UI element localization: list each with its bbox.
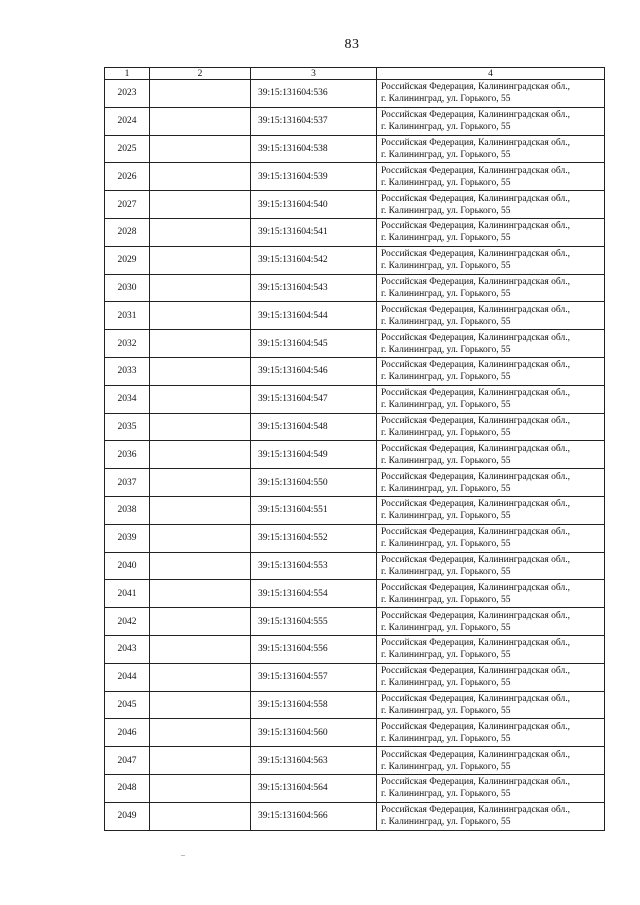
row-number: 2043 (105, 635, 150, 663)
header-col-1: 1 (105, 68, 150, 80)
row-number: 2031 (105, 302, 150, 330)
row-col-2 (150, 441, 251, 469)
cadastral-number: 39:15:131604:540 (251, 191, 377, 219)
cadastral-number: 39:15:131604:541 (251, 218, 377, 246)
row-number: 2023 (105, 80, 150, 108)
cadastral-number: 39:15:131604:539 (251, 163, 377, 191)
address-line-1: Российская Федерация, Калининградская обл., (381, 638, 570, 649)
cadastral-number: 39:15:131604:558 (251, 691, 377, 719)
cadastral-number: 39:15:131604:549 (251, 441, 377, 469)
row-col-2 (150, 802, 251, 830)
address-line-1: Российская Федерация, Калининградская обл., (381, 471, 570, 482)
row-col-2 (150, 107, 251, 135)
header-row (105, 68, 605, 80)
table-row (105, 802, 605, 830)
row-number: 2038 (105, 496, 150, 524)
table-row (105, 218, 605, 246)
row-number: 2029 (105, 246, 150, 274)
address-line-2: г. Калининград, ул. Горького, 55 (381, 261, 511, 272)
address-line-1: Российская Федерация, Калининградская обл., (381, 360, 570, 371)
address-cell (377, 357, 605, 385)
address-cell (377, 469, 605, 497)
row-col-2 (150, 274, 251, 302)
row-number: 2026 (105, 163, 150, 191)
address-cell (377, 719, 605, 747)
address-line-2: г. Калининград, ул. Горького, 55 (381, 566, 511, 577)
table-row (105, 107, 605, 135)
address-cell (377, 218, 605, 246)
address-line-2: г. Калининград, ул. Горького, 55 (381, 122, 511, 133)
table-body (105, 80, 605, 831)
address-cell (377, 107, 605, 135)
table-row (105, 469, 605, 497)
address-line-2: г. Калининград, ул. Горького, 55 (381, 233, 511, 244)
cadastral-number: 39:15:131604:551 (251, 496, 377, 524)
table-row (105, 719, 605, 747)
address-line-2: г. Калининград, ул. Горького, 55 (381, 789, 511, 800)
address-line-2: г. Калининград, ул. Горького, 55 (381, 705, 511, 716)
address-cell (377, 524, 605, 552)
row-col-2 (150, 413, 251, 441)
address-cell (377, 80, 605, 108)
row-number: 2030 (105, 274, 150, 302)
cadastral-number: 39:15:131604:544 (251, 302, 377, 330)
row-col-2 (150, 302, 251, 330)
row-number: 2049 (105, 802, 150, 830)
address-line-1: Российская Федерация, Калининградская обл., (381, 82, 570, 93)
address-line-2: г. Калининград, ул. Горького, 55 (381, 455, 511, 466)
address-cell (377, 635, 605, 663)
row-number: 2041 (105, 580, 150, 608)
address-cell (377, 135, 605, 163)
row-number: 2033 (105, 357, 150, 385)
row-col-2 (150, 663, 251, 691)
registry-table (104, 67, 605, 831)
table-row (105, 191, 605, 219)
row-number: 2046 (105, 719, 150, 747)
table-row (105, 747, 605, 775)
cadastral-number: 39:15:131604:542 (251, 246, 377, 274)
address-line-2: г. Калининград, ул. Горького, 55 (381, 205, 511, 216)
cadastral-number: 39:15:131604:560 (251, 719, 377, 747)
cadastral-number: 39:15:131604:564 (251, 774, 377, 802)
row-col-2 (150, 774, 251, 802)
address-cell (377, 496, 605, 524)
row-number: 2047 (105, 747, 150, 775)
address-line-1: Российская Федерация, Калининградская обл., (381, 582, 570, 593)
row-col-2 (150, 580, 251, 608)
address-line-1: Российская Федерация, Калининградская обл., (381, 805, 570, 816)
address-line-1: Российская Федерация, Калининградская обл., (381, 304, 570, 315)
address-line-2: г. Калининград, ул. Горького, 55 (381, 149, 511, 160)
cadastral-number: 39:15:131604:566 (251, 802, 377, 830)
row-col-2 (150, 496, 251, 524)
address-line-1: Российская Федерация, Калининградская обл., (381, 221, 570, 232)
address-line-1: Российская Федерация, Калининградская обл., (381, 276, 570, 287)
address-line-2: г. Калининград, ул. Горького, 55 (381, 316, 511, 327)
row-number: 2024 (105, 107, 150, 135)
row-col-2 (150, 608, 251, 636)
row-number: 2035 (105, 413, 150, 441)
table-row (105, 774, 605, 802)
cadastral-number: 39:15:131604:556 (251, 635, 377, 663)
address-cell (377, 163, 605, 191)
address-cell (377, 274, 605, 302)
address-cell (377, 441, 605, 469)
address-line-2: г. Калининград, ул. Горького, 55 (381, 511, 511, 522)
address-line-1: Российская Федерация, Калининградская обл., (381, 527, 570, 538)
address-line-1: Российская Федерация, Калининградская обл., (381, 499, 570, 510)
row-col-2 (150, 385, 251, 413)
address-line-2: г. Калининград, ул. Горького, 55 (381, 733, 511, 744)
address-line-2: г. Калининград, ул. Горького, 55 (381, 650, 511, 661)
address-line-1: Российская Федерация, Калининградская обл., (381, 693, 570, 704)
address-line-1: Российская Федерация, Калининградская обл., (381, 193, 570, 204)
header-col-2: 2 (150, 68, 251, 80)
address-cell (377, 246, 605, 274)
address-line-2: г. Калининград, ул. Горького, 55 (381, 483, 511, 494)
table-row (105, 135, 605, 163)
row-number: 2048 (105, 774, 150, 802)
address-cell (377, 774, 605, 802)
header-col-3: 3 (251, 68, 377, 80)
row-col-2 (150, 357, 251, 385)
cadastral-number: 39:15:131604:550 (251, 469, 377, 497)
table-row (105, 580, 605, 608)
row-number: 2025 (105, 135, 150, 163)
cadastral-number: 39:15:131604:555 (251, 608, 377, 636)
address-line-1: Российская Федерация, Калининградская обл., (381, 415, 570, 426)
address-line-2: г. Калининград, ул. Горького, 55 (381, 177, 511, 188)
scan-mark (181, 855, 185, 856)
row-number: 2045 (105, 691, 150, 719)
row-col-2 (150, 80, 251, 108)
table-row (105, 385, 605, 413)
row-number: 2036 (105, 441, 150, 469)
address-line-1: Российская Федерация, Калининградская обл., (381, 610, 570, 621)
address-cell (377, 330, 605, 358)
cadastral-number: 39:15:131604:538 (251, 135, 377, 163)
table-row (105, 413, 605, 441)
table-row (105, 274, 605, 302)
row-number: 2032 (105, 330, 150, 358)
table-row (105, 246, 605, 274)
cadastral-number: 39:15:131604:553 (251, 552, 377, 580)
row-number: 2028 (105, 218, 150, 246)
address-line-2: г. Калининград, ул. Горького, 55 (381, 594, 511, 605)
table-row (105, 302, 605, 330)
address-cell (377, 608, 605, 636)
table-row (105, 524, 605, 552)
row-col-2 (150, 135, 251, 163)
row-number: 2039 (105, 524, 150, 552)
address-line-2: г. Калининград, ул. Горького, 55 (381, 539, 511, 550)
address-cell (377, 663, 605, 691)
cadastral-number: 39:15:131604:554 (251, 580, 377, 608)
address-line-2: г. Калининград, ул. Горького, 55 (381, 372, 511, 383)
row-col-2 (150, 719, 251, 747)
address-line-1: Российская Федерация, Калининградская обл., (381, 666, 570, 677)
address-cell (377, 385, 605, 413)
address-line-1: Российская Федерация, Калининградская обл., (381, 137, 570, 148)
header-col-4: 4 (377, 68, 605, 80)
page-number: 83 (344, 37, 360, 52)
address-line-1: Российская Федерация, Калининградская обл., (381, 332, 570, 343)
cadastral-number: 39:15:131604:536 (251, 80, 377, 108)
cadastral-number: 39:15:131604:563 (251, 747, 377, 775)
row-col-2 (150, 552, 251, 580)
address-line-1: Российская Федерация, Калининградская обл., (381, 249, 570, 260)
address-cell (377, 191, 605, 219)
row-col-2 (150, 246, 251, 274)
address-cell (377, 691, 605, 719)
cadastral-number: 39:15:131604:546 (251, 357, 377, 385)
address-line-1: Российская Федерация, Калининградская обл., (381, 749, 570, 760)
address-cell (377, 302, 605, 330)
table-row (105, 608, 605, 636)
row-col-2 (150, 524, 251, 552)
cadastral-number: 39:15:131604:543 (251, 274, 377, 302)
cadastral-number: 39:15:131604:537 (251, 107, 377, 135)
row-number: 2037 (105, 469, 150, 497)
cadastral-number: 39:15:131604:552 (251, 524, 377, 552)
table-row (105, 330, 605, 358)
table-row (105, 80, 605, 108)
cadastral-number: 39:15:131604:547 (251, 385, 377, 413)
address-line-1: Российская Федерация, Калининградская обл., (381, 554, 570, 565)
table-row (105, 663, 605, 691)
address-line-2: г. Калининград, ул. Горького, 55 (381, 400, 511, 411)
address-line-1: Российская Федерация, Калининградская обл., (381, 721, 570, 732)
row-col-2 (150, 191, 251, 219)
cadastral-number: 39:15:131604:545 (251, 330, 377, 358)
address-line-2: г. Калининград, ул. Горького, 55 (381, 288, 511, 299)
table-row (105, 635, 605, 663)
address-line-2: г. Калининград, ул. Горького, 55 (381, 817, 511, 828)
address-cell (377, 413, 605, 441)
row-number: 2040 (105, 552, 150, 580)
address-line-1: Российская Федерация, Калининградская обл., (381, 388, 570, 399)
address-cell (377, 802, 605, 830)
row-col-2 (150, 330, 251, 358)
address-line-2: г. Калининград, ул. Горького, 55 (381, 427, 511, 438)
table-row (105, 691, 605, 719)
table-row (105, 357, 605, 385)
address-line-1: Российская Федерация, Калининградская обл., (381, 165, 570, 176)
row-col-2 (150, 635, 251, 663)
address-line-2: г. Калининград, ул. Горького, 55 (381, 622, 511, 633)
row-number: 2044 (105, 663, 150, 691)
row-number: 2034 (105, 385, 150, 413)
table-row (105, 441, 605, 469)
address-line-2: г. Калининград, ул. Горького, 55 (381, 94, 511, 105)
row-number: 2027 (105, 191, 150, 219)
address-line-1: Российская Федерация, Калининградская обл., (381, 777, 570, 788)
address-line-2: г. Калининград, ул. Горького, 55 (381, 678, 511, 689)
address-cell (377, 580, 605, 608)
row-col-2 (150, 747, 251, 775)
address-line-2: г. Калининград, ул. Горького, 55 (381, 344, 511, 355)
row-col-2 (150, 218, 251, 246)
row-col-2 (150, 163, 251, 191)
table-row (105, 163, 605, 191)
address-line-1: Российская Федерация, Калининградская обл., (381, 443, 570, 454)
cadastral-number: 39:15:131604:557 (251, 663, 377, 691)
table-row (105, 496, 605, 524)
row-number: 2042 (105, 608, 150, 636)
address-line-1: Российская Федерация, Калининградская обл., (381, 110, 570, 121)
address-cell (377, 747, 605, 775)
cadastral-number: 39:15:131604:548 (251, 413, 377, 441)
address-cell (377, 552, 605, 580)
address-line-2: г. Калининград, ул. Горького, 55 (381, 761, 511, 772)
table-row (105, 552, 605, 580)
row-col-2 (150, 691, 251, 719)
row-col-2 (150, 469, 251, 497)
